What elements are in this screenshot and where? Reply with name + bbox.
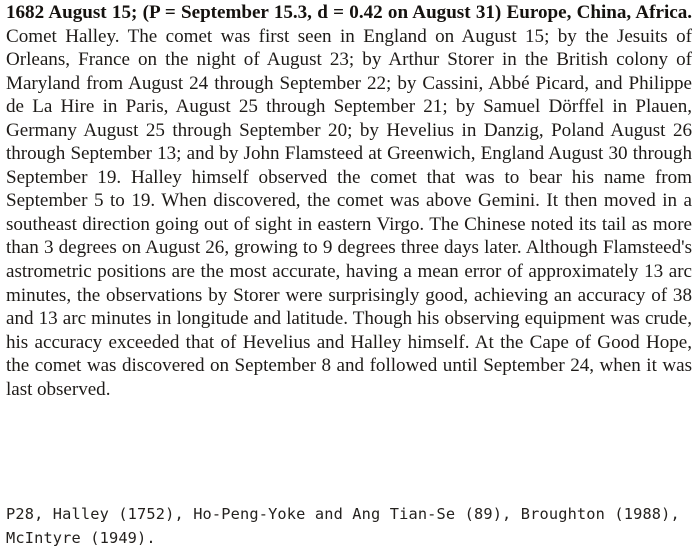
comet-entry xyxy=(6,0,692,401)
entry-headline: 1682 August 15; (P = September 15.3, d = 0.42 on August 31) Europe, China, Africa. xyxy=(6,2,692,23)
entry-body: Comet Halley. The comet was first seen in England on August 15; by the Jesuits of Orleans, France on the night of August 23; by Arthur Storer in the British colony of Maryland from August 24 through September 22; by Cassini, Abbé Picard, and Philippe de La Hire in Paris, August 25 through September 21; by Samuel Dörffel in Plauen, Germany August 25 through September 20; by Hevelius in Danzig, Poland August 26 through September 13; and by John Flamsteed at Greenwich, England August 30 through September 19. Halley himself observed the comet that was to bear his name from September 5 to 19. When discovered, the comet was above Gemini. It then moved in a southeast direction going out of sight in eastern Virgo. The Chinese noted its tail as more than 3 degrees on August 26, growing to 9 degrees three days later. Although Flamsteed's astrometric positions are the most accurate, having a mean error of approximately 13 arc minutes, the observations by Storer were surprisingly good, achieving an accuracy of 38 and 13 arc minutes in longitude and latitude. Though his observing equipment was crude, his accuracy exceeded that of Hevelius and Halley himself. At the Cape of Good Hope, the comet was discovered on September 8 and followed until September 24, when it was last observed. xyxy=(6,25,692,400)
references: P28, Halley (1752), Ho-Peng-Yoke and Ang Tian-Se (89), Broughton (1988), McIntyre (1949). xyxy=(6,505,680,547)
